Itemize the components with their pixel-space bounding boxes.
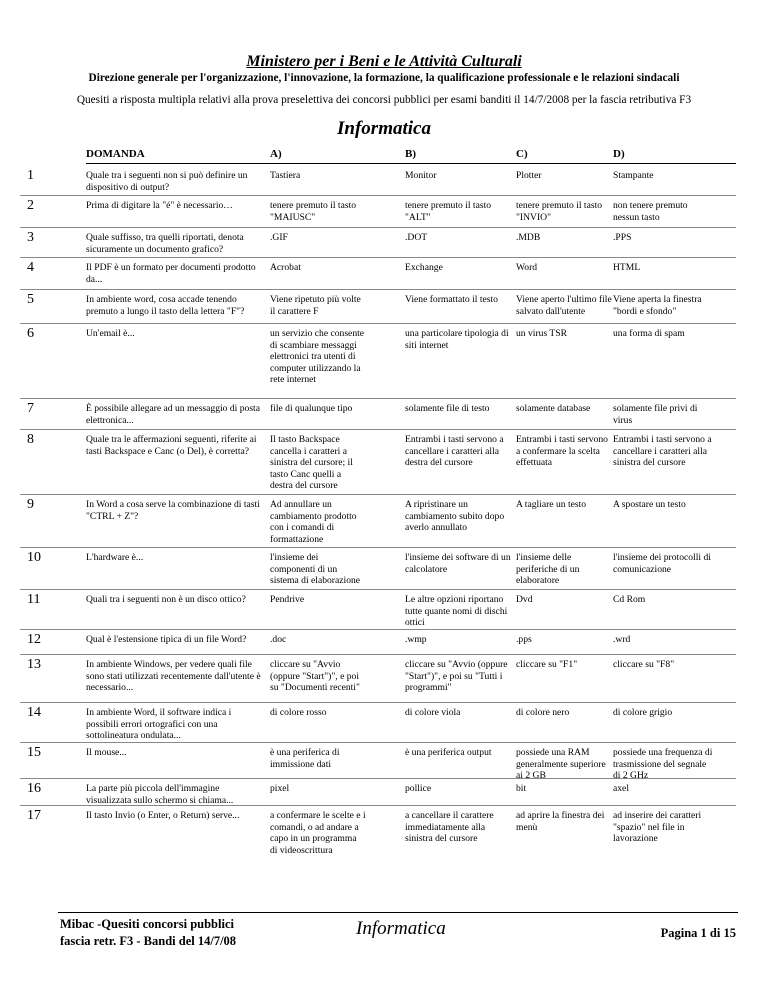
answer-c: tenere premuto il tasto "INVIO" xyxy=(516,200,603,223)
question-text: La parte più piccola dell'immagine visualizzata sullo schermo si chiama... xyxy=(86,783,234,806)
header-rule xyxy=(86,163,736,164)
row-divider xyxy=(20,805,736,806)
answer-d: solamente file privi di virus xyxy=(613,403,698,426)
answer-a: l'insieme dei componenti di un sistema di elaborazione xyxy=(270,552,361,586)
row-divider xyxy=(20,778,736,779)
answer-c: Entrambi i tasti servono a confermare la scelta effettuata xyxy=(516,434,608,468)
question-number: 12 xyxy=(27,632,41,647)
answer-d: Cd Rom xyxy=(613,594,646,605)
direction-title: Direzione generale per l'organizzazione, l'innovazione, la formazione, la qualificazione professionale e le relazioni sindacali xyxy=(88,72,680,84)
answer-b: .DOT xyxy=(405,232,428,243)
answer-a: Tastiera xyxy=(270,170,301,181)
answer-d: una forma di spam xyxy=(613,328,685,339)
answer-d: HTML xyxy=(613,262,641,273)
question-number: 3 xyxy=(27,230,34,245)
answer-b: Entrambi i tasti servono a cancellare i caratteri alla destra del cursore xyxy=(405,434,504,468)
answer-a: Pendrive xyxy=(270,594,305,605)
answer-b: .wmp xyxy=(405,634,427,645)
row-divider xyxy=(20,629,736,630)
answer-d: Entrambi i tasti servono a cancellare i caratteri alla sinistra del cursore xyxy=(613,434,712,468)
answer-b: Exchange xyxy=(405,262,443,273)
question-number: 8 xyxy=(27,432,34,447)
footer-line-2: fascia retr. F3 - Bandi del 14/7/08 xyxy=(60,934,237,948)
answer-d: Stampante xyxy=(613,170,654,181)
row-divider xyxy=(20,257,736,258)
answer-b: Monitor xyxy=(405,170,437,181)
question-text: Il PDF è un formato per documenti prodotto da... xyxy=(86,262,256,285)
column-header-d: D) xyxy=(613,148,625,160)
question-number: 10 xyxy=(27,550,41,565)
answer-b: una particolare tipologia di siti internet xyxy=(405,328,509,351)
answer-c: possiede una RAM generalmente superiore ai 2 GB xyxy=(516,747,606,781)
answer-b: l'insieme dei software di un calcolatore xyxy=(405,552,511,575)
question-text: Il mouse... xyxy=(86,747,127,758)
answer-a: cliccare su "Avvio (oppure "Start")", e poi su "Documenti recenti" xyxy=(270,659,360,693)
answer-d: .wrd xyxy=(613,634,631,645)
answer-a: di colore rosso xyxy=(270,707,327,718)
question-text: Qual è l'estensione tipica di un file Word? xyxy=(86,634,247,645)
answer-c: cliccare su "F1" xyxy=(516,659,578,670)
answer-c: Plotter xyxy=(516,170,542,181)
answer-b: a cancellare il carattere immediatamente alla sinistra del cursore xyxy=(405,810,494,844)
question-number: 13 xyxy=(27,657,41,672)
question-text: Quale tra le affermazioni seguenti, riferite ai tasti Backspace e Canc (o Del), è corretta? xyxy=(86,434,257,457)
ministry-title: Ministero per i Beni e le Attività Culturali xyxy=(246,53,522,70)
answer-c: Viene aperto l'ultimo file salvato dall'utente xyxy=(516,294,612,317)
question-text: In Word a cosa serve la combinazione di tasti "CTRL + Z"? xyxy=(86,499,260,522)
question-number: 4 xyxy=(27,260,34,275)
question-number: 9 xyxy=(27,497,34,512)
footer-left xyxy=(60,916,236,950)
answer-d: Viene aperta la finestra "bordi e sfondo" xyxy=(613,294,702,317)
question-text: Prima di digitare la "é" è necessario… xyxy=(86,200,233,211)
answer-b: tenere premuto il tasto "ALT" xyxy=(405,200,492,223)
answer-b: di colore viola xyxy=(405,707,461,718)
answer-c: bit xyxy=(516,783,527,794)
question-text: In ambiente word, cosa accade tenendo premuto a lungo il tasto della lettera "F"? xyxy=(86,294,245,317)
row-divider xyxy=(20,323,736,324)
answer-c: Dvd xyxy=(516,594,533,605)
question-text: In ambiente Windows, per vedere quali file sono stati utilizzati recentemente dall'utente è necessario... xyxy=(86,659,261,693)
column-header-a: A) xyxy=(270,148,282,160)
column-header-b: B) xyxy=(405,148,416,160)
answer-b: A ripristinare un cambiamento subito dopo averlo annullato xyxy=(405,499,505,533)
answer-c: di colore nero xyxy=(516,707,570,718)
footer-line-1: Mibac -Quesiti concorsi pubblici xyxy=(60,917,234,931)
answer-d: non tenere premuto nessun tasto xyxy=(613,200,688,223)
answer-b: pollice xyxy=(405,783,432,794)
question-number: 2 xyxy=(27,198,34,213)
answer-a: .doc xyxy=(270,634,287,645)
answer-c: .pps xyxy=(516,634,532,645)
column-header-c: C) xyxy=(516,148,528,160)
question-text: Quali tra i seguenti non è un disco ottico? xyxy=(86,594,246,605)
answer-b: Le altre opzioni riportano tutte quante nomi di dischi ottici xyxy=(405,594,508,628)
answer-a: Acrobat xyxy=(270,262,301,273)
row-divider xyxy=(20,702,736,703)
question-number: 17 xyxy=(27,808,41,823)
answer-a: tenere premuto il tasto "MAIUSC" xyxy=(270,200,357,223)
answer-a: a confermare le scelte e i comandi, o ad andare a capo in un programma di videoscrittura xyxy=(270,810,366,856)
answer-a: .GIF xyxy=(270,232,288,243)
row-divider xyxy=(20,742,736,743)
question-text: L'hardware è... xyxy=(86,552,144,563)
answer-a: file di qualunque tipo xyxy=(270,403,353,414)
answer-a: è una periferica di immissione dati xyxy=(270,747,340,770)
answer-b: solamente file di testo xyxy=(405,403,490,414)
row-divider xyxy=(20,195,736,196)
question-number: 1 xyxy=(27,168,34,183)
answer-d: axel xyxy=(613,783,629,794)
question-text: Quale suffisso, tra quelli riportati, denota sicuramente un documento grafico? xyxy=(86,232,244,255)
question-number: 14 xyxy=(27,705,41,720)
column-header-question: DOMANDA xyxy=(86,148,145,160)
row-divider xyxy=(20,494,736,495)
answer-d: .PPS xyxy=(613,232,632,243)
question-text: Quale tra i seguenti non si può definire un dispositivo di output? xyxy=(86,170,248,193)
page-number: Pagina 1 di 15 xyxy=(660,926,736,940)
footer-section: Informatica xyxy=(356,918,446,939)
answer-a: un servizio che consente di scambiare messaggi elettronici tra utenti di computer utilizzando la rete internet xyxy=(270,328,365,385)
row-divider xyxy=(20,654,736,655)
document-subtitle: Quesiti a risposta multipla relativi alla prova preselettiva dei concorsi pubblici per esami banditi il 14/7/2008 per la fascia retributiva F3 xyxy=(76,94,692,106)
answer-c: un virus TSR xyxy=(516,328,567,339)
row-divider xyxy=(20,289,736,290)
row-divider xyxy=(20,429,736,430)
answer-b: è una periferica output xyxy=(405,747,492,758)
question-text: In ambiente Word, il software indica i possibili errori ortografici con una sottolineatura ondulata... xyxy=(86,707,232,741)
answer-d: possiede una frequenza di trasmissione del segnale di 2 GHz xyxy=(613,747,713,781)
answer-a: Ad annullare un cambiamento prodotto con i comandi di formattazione xyxy=(270,499,357,545)
footer-rule xyxy=(58,912,738,913)
question-number: 16 xyxy=(27,781,41,796)
answer-a: Viene ripetuto più volte il carattere F xyxy=(270,294,361,317)
answer-c: solamente database xyxy=(516,403,591,414)
answer-b: cliccare su "Avvio (oppure "Start")", e poi su "Tutti i programmi" xyxy=(405,659,508,693)
answer-a: Il tasto Backspace cancella i caratteri a sinistra del cursore; il tasto Canc quelli a destra del cursore xyxy=(270,434,353,491)
question-text: Un'email è... xyxy=(86,328,135,339)
section-title: Informatica xyxy=(337,118,431,139)
row-divider xyxy=(20,227,736,228)
answer-a: pixel xyxy=(270,783,290,794)
answer-c: l'insieme delle periferiche di un elaboratore xyxy=(516,552,580,586)
question-number: 11 xyxy=(27,592,41,607)
question-number: 7 xyxy=(27,401,34,416)
answer-c: A tagliare un testo xyxy=(516,499,587,510)
row-divider xyxy=(20,398,736,399)
answer-d: cliccare su "F8" xyxy=(613,659,675,670)
question-text: Il tasto Invio (o Enter, o Return) serve... xyxy=(86,810,240,821)
question-text: È possibile allegare ad un messaggio di posta elettronica... xyxy=(86,403,260,426)
answer-c: ad aprire la finestra dei menù xyxy=(516,810,605,833)
answer-d: ad inserire dei caratteri "spazio" nel file in lavorazione xyxy=(613,810,702,844)
row-divider xyxy=(20,589,736,590)
answer-d: l'insieme dei protocolli di comunicazione xyxy=(613,552,711,575)
answer-c: Word xyxy=(516,262,538,273)
answer-b: Viene formattato il testo xyxy=(405,294,498,305)
answer-d: di colore grigio xyxy=(613,707,673,718)
question-number: 15 xyxy=(27,745,41,760)
answer-c: .MDB xyxy=(516,232,541,243)
question-number: 5 xyxy=(27,292,34,307)
question-number: 6 xyxy=(27,326,34,341)
answer-d: A spostare un testo xyxy=(613,499,686,510)
row-divider xyxy=(20,547,736,548)
